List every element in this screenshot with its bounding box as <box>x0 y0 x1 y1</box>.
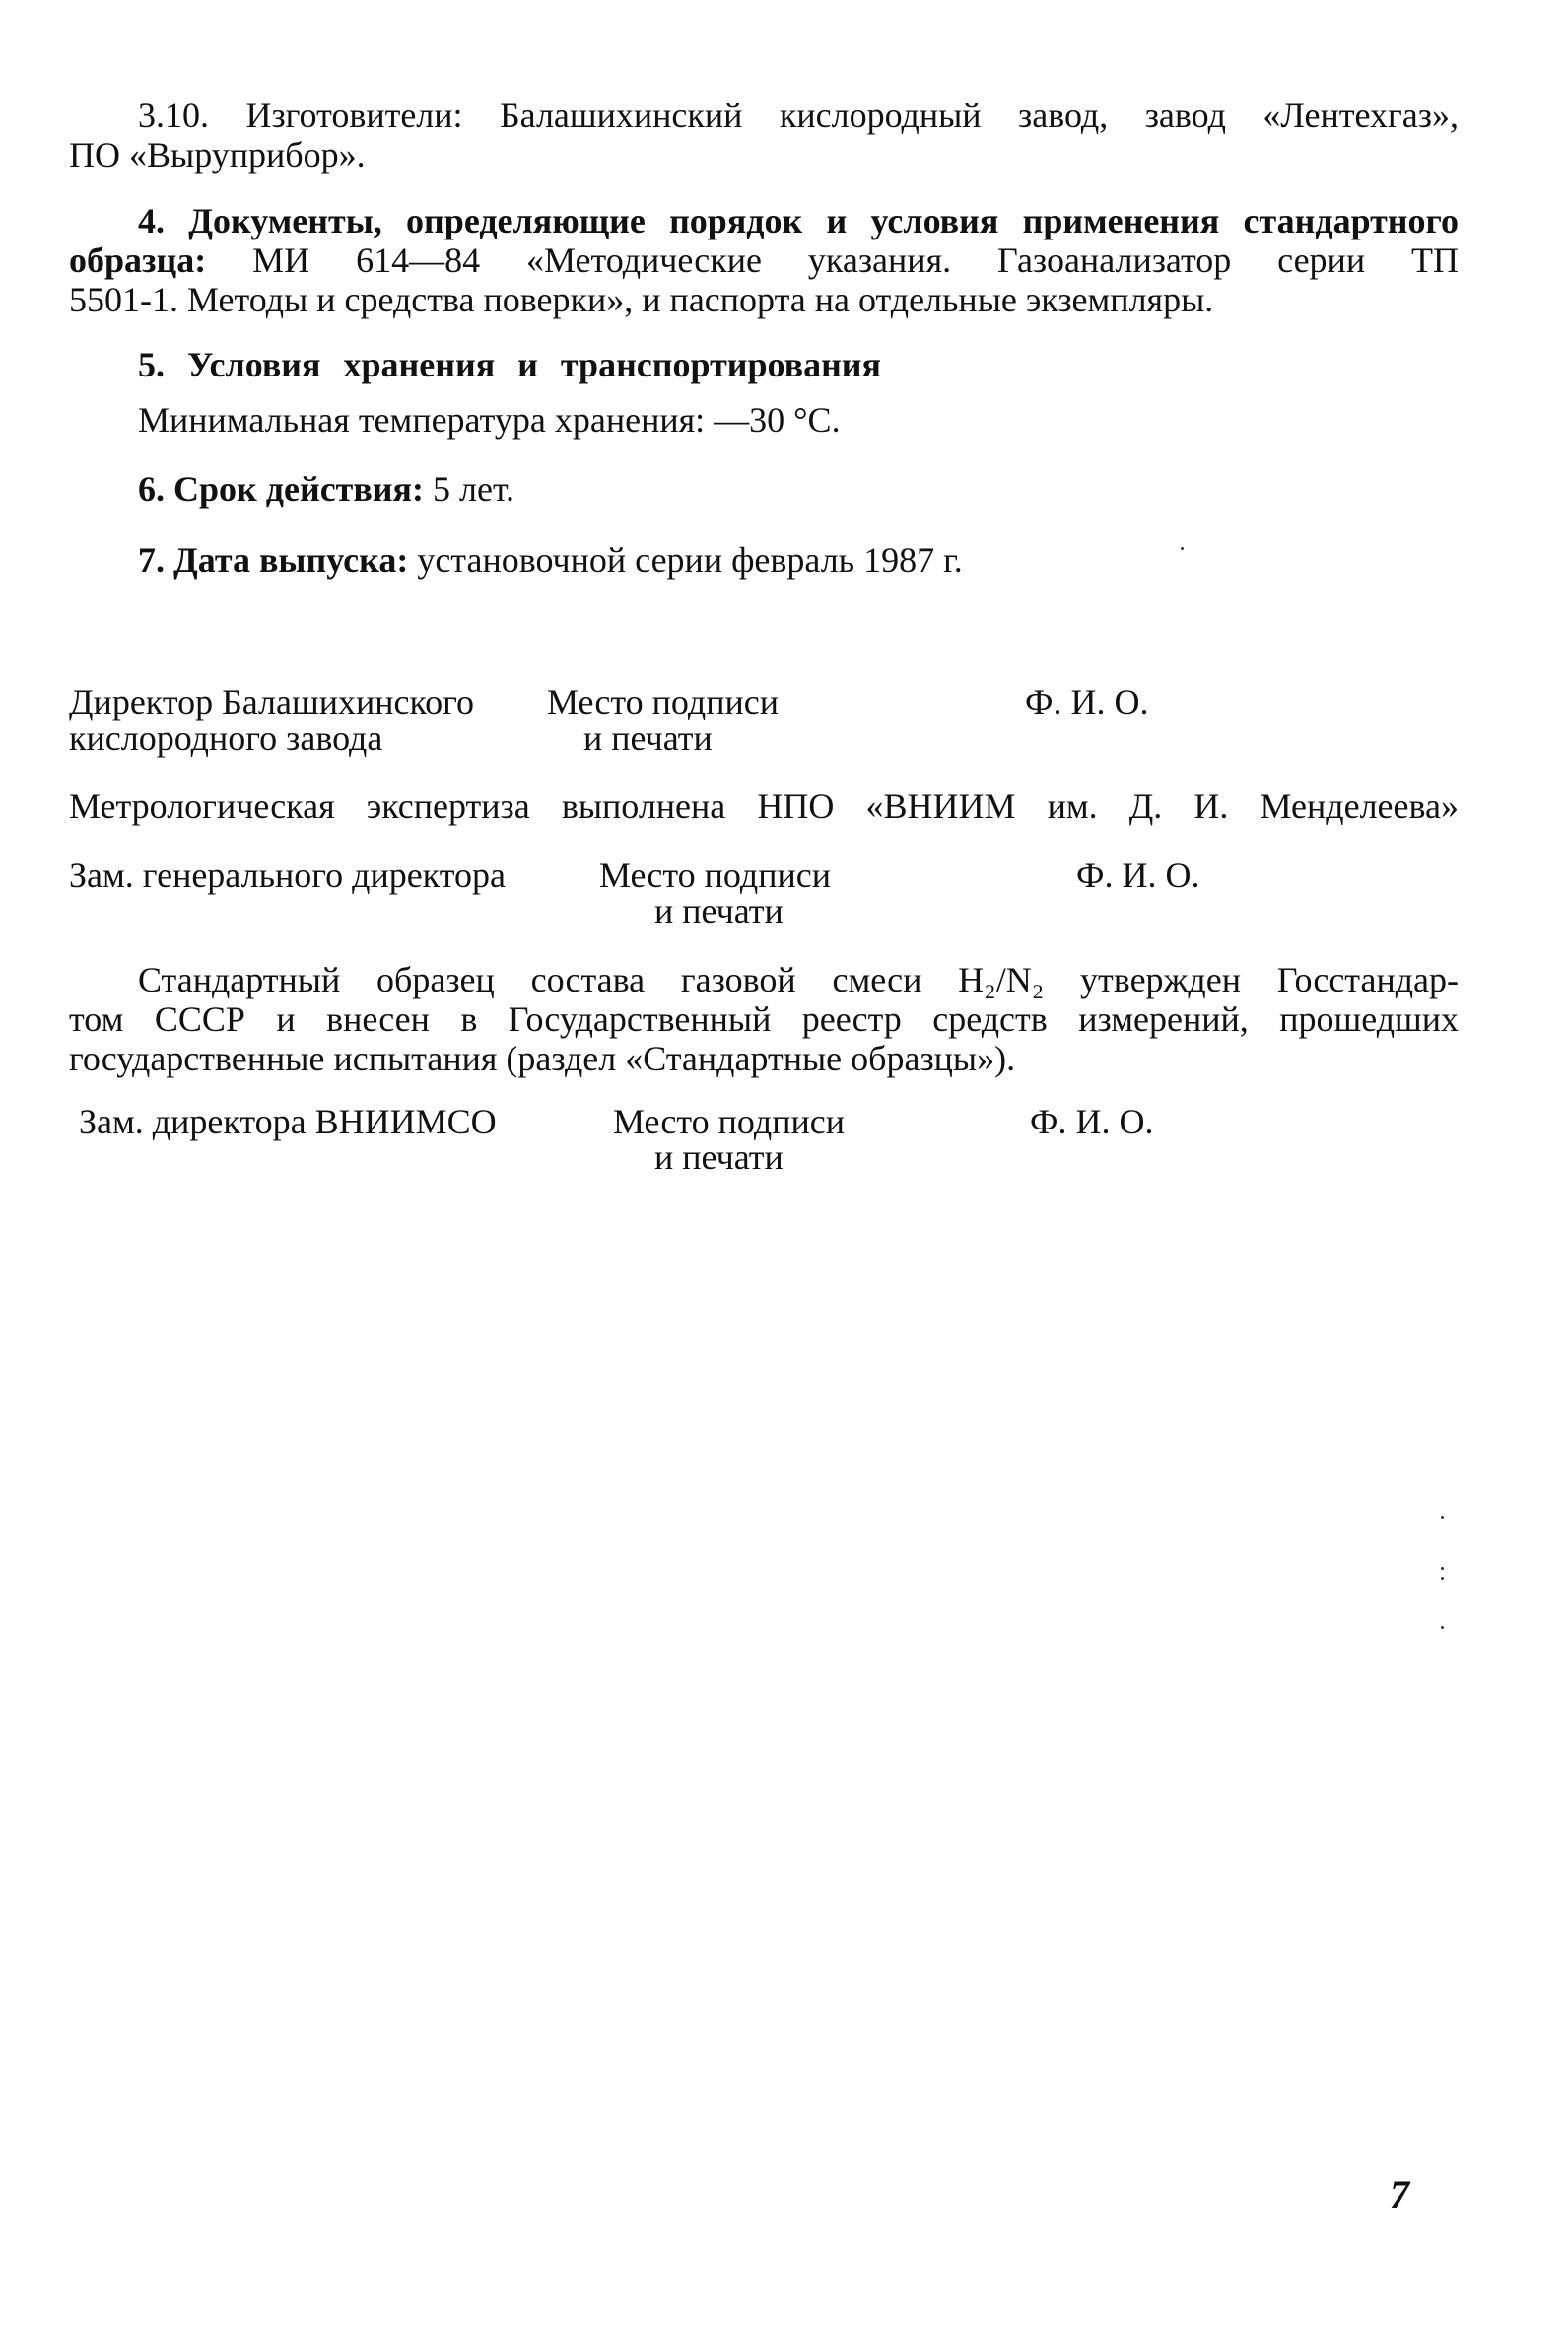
sign2-position: Зам. генерального директора <box>69 855 506 895</box>
scan-speck <box>1441 1516 1444 1519</box>
section-4 <box>69 201 1459 319</box>
section-7 <box>138 540 963 580</box>
section-4-line2-rest: МИ 614—84 «Методические указания. Газоанализатор серии ТП <box>252 240 1459 280</box>
page-number: 7 <box>1390 2172 1409 2217</box>
section-5-heading: 5. Условия хранения и транспортирования <box>138 345 882 384</box>
section-6-value: 5 лет. <box>433 469 514 509</box>
sign2-place-line2: и печати <box>654 891 784 930</box>
sign3-position: Зам. директора ВНИИМСО <box>79 1102 497 1141</box>
sign1-position-line2: кислородного завода <box>69 718 383 758</box>
section-3-10 <box>69 96 1459 174</box>
section-6-label: 6. Срок действия: <box>138 469 425 509</box>
sign2-fio: Ф. И. О. <box>1076 855 1200 895</box>
sign2-place-line1: Место подписи <box>599 855 831 895</box>
sign3-place-line2: и печати <box>654 1137 784 1177</box>
section-4-line3: 5501-1. Методы и средства поверки», и паспорта на отдельные экземпляры. <box>69 280 1214 319</box>
sign1-fio: Ф. И. О. <box>1025 682 1149 721</box>
approval-line2: том СССР и внесен в Государственный реестр средств измерений, прошедших <box>69 999 1459 1039</box>
sign1-place-line1: Место подписи <box>547 682 779 721</box>
section-3-10-line2: ПО «Выруприбор». <box>69 135 366 174</box>
section-7-label: 7. Дата выпуска: <box>138 540 409 580</box>
sign1-place-line2: и печати <box>583 718 713 758</box>
scan-speck <box>1441 1567 1444 1570</box>
section-3-10-line1: 3.10. Изготовители: Балашихинский кислородный завод, завод «Лентехгаз», <box>138 96 1459 135</box>
approval-line3: государственные испытания (раздел «Стандартные образцы»). <box>69 1039 1016 1078</box>
section-4-line2 <box>69 240 1459 280</box>
scan-speck <box>1441 1626 1444 1629</box>
sign3-place-line1: Место подписи <box>613 1102 845 1141</box>
section-6 <box>138 469 514 509</box>
sign3-fio: Ф. И. О. <box>1030 1102 1154 1141</box>
sign1-position-line1: Директор Балашихинского <box>69 682 475 721</box>
scan-speck <box>1181 547 1184 550</box>
section-7-value: установочной серии февраль 1987 г. <box>417 540 963 580</box>
section-4-line2-bold: образца: <box>69 240 207 280</box>
section-5-line2: Минимальная температура хранения: —30 °С. <box>138 400 841 440</box>
approval-line1: Стандартный образец состава газовой смеси H₂/N₂ утвержден Госстандар- <box>138 960 1459 999</box>
approval-paragraph <box>69 960 1459 1078</box>
section-4-heading: 4. Документы, определяющие порядок и условия применения стандартного <box>138 201 1459 240</box>
expertise-line: Метрологическая экспертиза выполнена НПО «ВНИИМ им. Д. И. Менделеева» <box>69 787 1459 826</box>
scan-speck <box>1441 1577 1444 1580</box>
